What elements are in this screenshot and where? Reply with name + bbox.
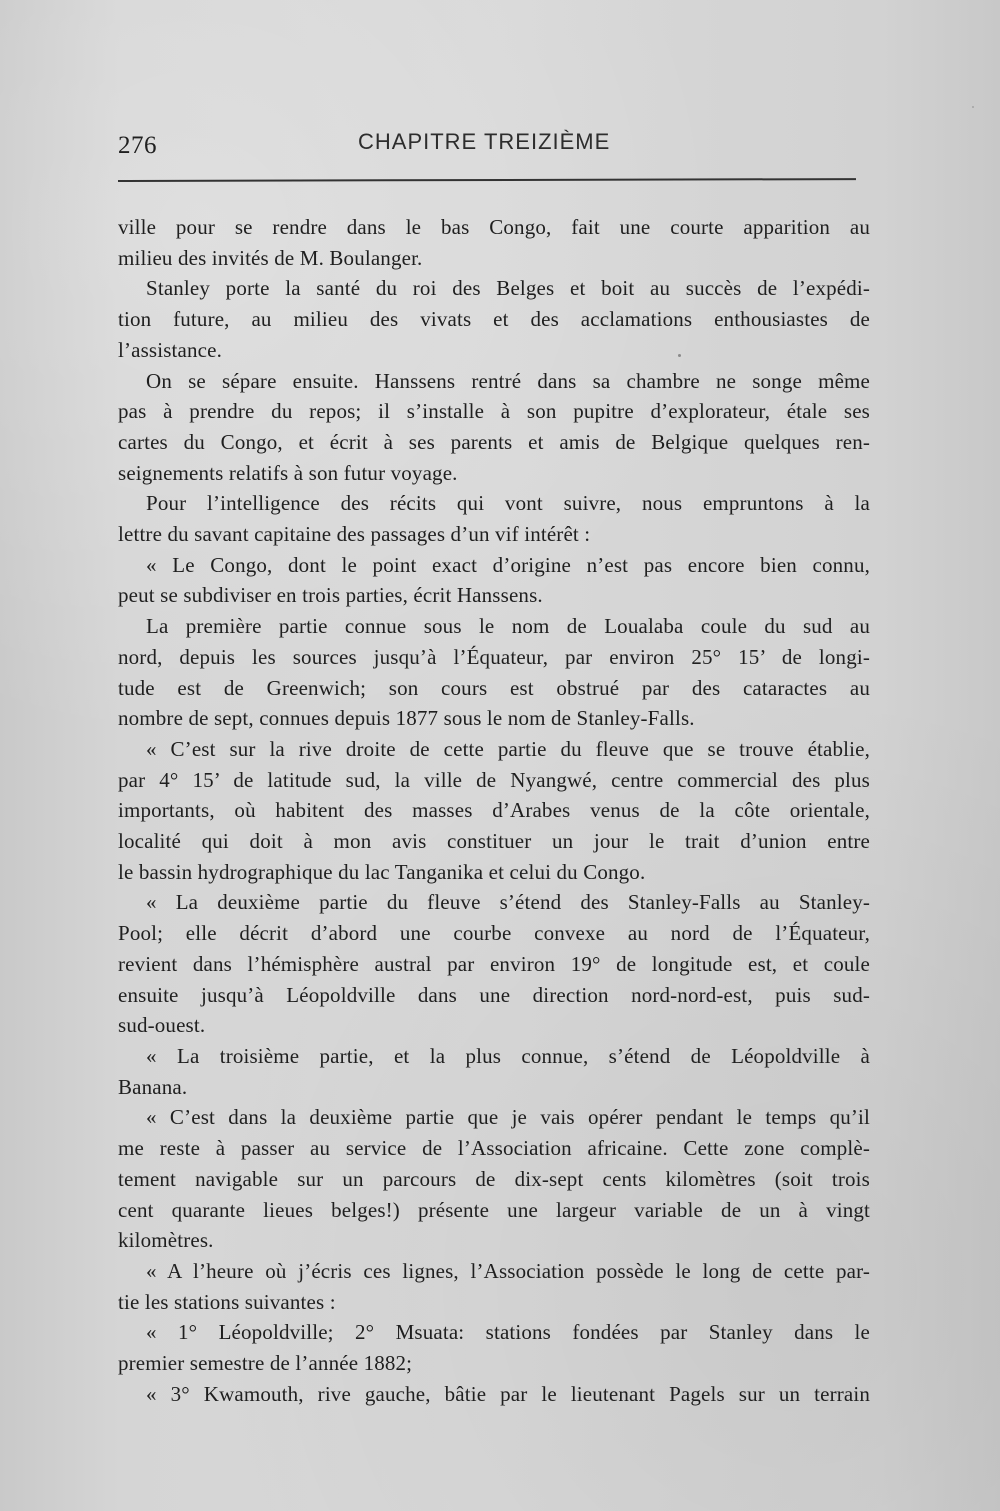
text-line: me reste à passer au service de l’Association africaine. Cette zone complè- bbox=[118, 1136, 870, 1161]
text-line: nombre de sept, connues depuis 1877 sous le nom de Stanley-Falls. bbox=[118, 706, 695, 731]
text-line: « Le Congo, dont le point exact d’origine n’est pas encore bien connu, bbox=[146, 552, 870, 577]
text-line: importants, où habitent des masses d’Arabes venus de la côte orientale, bbox=[118, 798, 870, 823]
text-line: localité qui doit à mon avis constituer un jour le trait d’union entre bbox=[118, 829, 870, 854]
text-line: cent quarante lieues belges!) présente une largeur variable de un à vingt bbox=[118, 1197, 870, 1222]
text-line: On se sépare ensuite. Hanssens rentré dans sa chambre ne songe même bbox=[146, 368, 870, 393]
paper-speck bbox=[972, 106, 974, 108]
text-line: « A l’heure où j’écris ces lignes, l’Association possède le long de cette par- bbox=[146, 1258, 870, 1283]
page-header bbox=[118, 128, 858, 162]
body-text bbox=[118, 212, 870, 1409]
text-line: « 1° Léopoldville; 2° Msuata: stations fondées par Stanley dans le bbox=[146, 1320, 870, 1345]
text-line: milieu des invités de M. Boulanger. bbox=[118, 245, 423, 270]
text-line: pas à prendre du repos; il s’installe à son pupitre d’explorateur, étale ses bbox=[118, 399, 870, 424]
text-line: « C’est dans la deuxième partie que je vais opérer pendant le temps qu’il bbox=[146, 1105, 870, 1130]
text-line: nord, depuis les sources jusqu’à l’Équateur, par environ 25° 15’ de longi- bbox=[118, 644, 870, 669]
text-line: le bassin hydrographique du lac Tanganika et celui du Congo. bbox=[118, 859, 646, 884]
text-line: « La deuxième partie du fleuve s’étend des Stanley-Falls au Stanley- bbox=[146, 890, 870, 915]
text-line: lettre du savant capitaine des passages d’un vif intérêt : bbox=[118, 522, 591, 547]
text-line: peut se subdiviser en trois parties, écrit Hanssens. bbox=[118, 583, 543, 608]
text-line: tement navigable sur un parcours de dix-sept cents kilomètres (soit trois bbox=[118, 1166, 870, 1191]
text-line: cartes du Congo, et écrit à ses parents et amis de Belgique quelques ren- bbox=[118, 429, 870, 454]
text-line: sud-ouest. bbox=[118, 1013, 206, 1038]
text-line: tion future, au milieu des vivats et des acclamations enthousiastes de bbox=[118, 307, 870, 332]
text-line: « C’est sur la rive droite de cette partie du fleuve que se trouve établie, bbox=[146, 736, 870, 761]
page-number: 276 bbox=[118, 132, 157, 159]
text-line: premier semestre de l’année 1882; bbox=[118, 1351, 413, 1376]
text-line: Pool; elle décrit d’abord une courbe convexe au nord de l’Équateur, bbox=[118, 921, 870, 946]
header-rule bbox=[118, 178, 856, 182]
text-line: « La troisième partie, et la plus connue, s’étend de Léopoldville à bbox=[146, 1043, 870, 1068]
text-line: seignements relatifs à son futur voyage. bbox=[118, 460, 458, 485]
text-line: ville pour se rendre dans le bas Congo, fait une courte apparition au bbox=[118, 215, 870, 239]
chapter-title: CHAPITRE TREIZIÈME bbox=[358, 129, 611, 154]
text-line: tude est de Greenwich; son cours est obstrué par des cataractes au bbox=[118, 675, 870, 700]
text-line: kilomètres. bbox=[118, 1228, 214, 1253]
text-line: Banana. bbox=[118, 1074, 188, 1099]
text-line: Pour l’intelligence des récits qui vont suivre, nous empruntons à la bbox=[146, 491, 870, 516]
text-line: revient dans l’hémisphère austral par environ 19° de longitude est, et coule bbox=[118, 951, 870, 976]
text-line: Stanley porte la santé du roi des Belges et boit au succès de l’expédi- bbox=[146, 276, 870, 301]
text-line: par 4° 15’ de latitude sud, la ville de Nyangwé, centre commercial des plus bbox=[118, 767, 870, 792]
text-line: ensuite jusqu’à Léopoldville dans une direction nord-nord-est, puis sud- bbox=[118, 982, 870, 1007]
text-line: l’assistance. bbox=[118, 337, 222, 362]
text-line: La première partie connue sous le nom de Loualaba coule du sud au bbox=[146, 614, 870, 639]
text-line: tie les stations suivantes : bbox=[118, 1289, 336, 1314]
text-line: « 3° Kwamouth, rive gauche, bâtie par le lieutenant Pagels sur un terrain bbox=[146, 1381, 870, 1406]
